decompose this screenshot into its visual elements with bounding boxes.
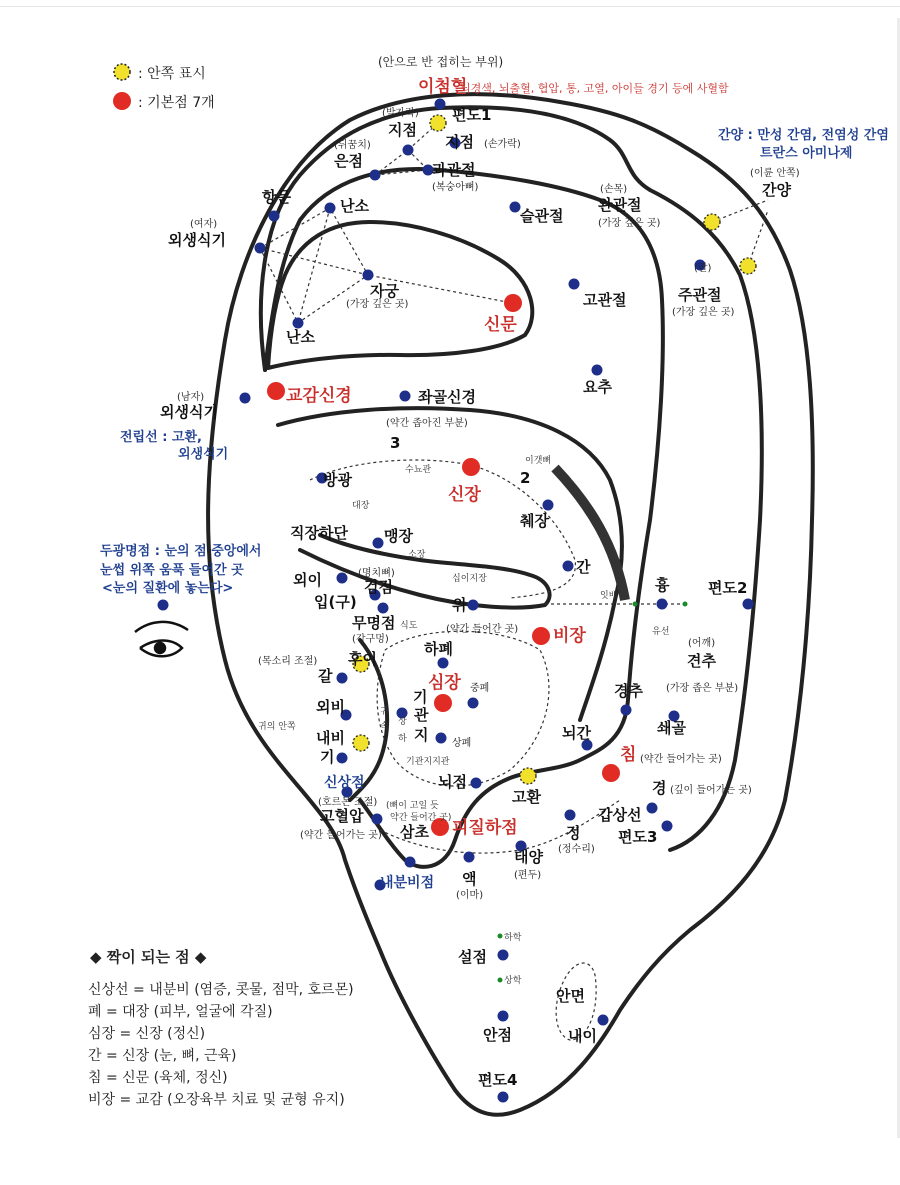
inner-point-dot <box>353 735 369 751</box>
label-naebi: 내비 <box>316 729 345 747</box>
label-hangmun: 항문 <box>262 188 291 206</box>
label-hapye: 하폐 <box>424 640 453 658</box>
label-ijeomhyeol-note: 뇌경색, 뇌출혈, 협압, 통, 고열, 아이들 경기 등에 사혈함 <box>460 82 729 95</box>
inner-point-dot <box>520 768 536 784</box>
label-anmyeon: 안면 <box>556 987 585 1005</box>
label-taeyang: 태양 <box>514 848 543 866</box>
label-bijang: 비장 <box>553 626 586 646</box>
label-pyeondo2: 편도2 <box>708 579 748 597</box>
label-pyeondo1: 편도1 <box>452 106 492 124</box>
line-marker-dot <box>633 602 638 607</box>
label-gigwanjiji: 기관지지관 <box>406 757 450 767</box>
label-gyogamsingyeong: 교감신경 <box>286 386 352 406</box>
label-pyeondo3: 편도3 <box>618 828 658 846</box>
acupoint-dot <box>498 1092 509 1103</box>
basic-point-dot <box>434 694 452 712</box>
acupoint-dot <box>464 852 475 863</box>
legend-inner-marker <box>114 64 130 80</box>
acupoint-dot <box>565 810 576 821</box>
label-eunjeom: 은점 <box>334 152 363 170</box>
acupoint-dot <box>378 603 389 614</box>
acupoint-dot <box>255 243 266 254</box>
label-boksungabyeo: (복숭아뼈) <box>432 182 479 193</box>
label-wangwanjeol: 완관절 <box>598 196 642 214</box>
label-jeong: 정 <box>566 824 581 842</box>
label-ganyang: 간양 <box>762 181 791 199</box>
acupoint-dot <box>510 202 521 213</box>
label-seulgwanjeol: 슬관절 <box>520 207 564 225</box>
label-sinjang-kidney: 신장 <box>448 485 481 505</box>
eye-pupil <box>155 643 165 653</box>
pair-item: 비장 = 교감 (오장육부 치료 및 균형 유지) <box>88 1092 345 1108</box>
label-samcho: 삼초 <box>400 823 429 841</box>
acupoint-dot <box>370 170 381 181</box>
acupoint-dot <box>657 599 668 610</box>
legend-inner-label: : 안쪽 표시 <box>138 66 206 82</box>
label-ireum-ancheok: (이륜 안쪽) <box>750 168 800 179</box>
label-wi: 위 <box>452 596 467 614</box>
label-jeollipseon-sub: 외생식기 <box>178 447 229 462</box>
label-gyeong-note: (깊이 들어가는 곳) <box>670 785 752 796</box>
label-jwagol-note: (약간 좁아진 부분) <box>386 418 468 429</box>
small-marker-dot <box>498 934 503 939</box>
label-horeumon: (호르몬 조절) <box>318 797 378 808</box>
label-hyung: 흉 <box>655 576 670 594</box>
label-sikdo: 식도 <box>400 621 418 631</box>
acupoint-dot <box>435 99 446 110</box>
label-jugwanjeol-note: (가장 깊은 곳) <box>672 307 735 318</box>
acupoint-dot <box>498 950 509 961</box>
acupoint-dot <box>158 600 169 611</box>
basic-point-dot <box>602 764 620 782</box>
label-naei: 내이 <box>568 1027 597 1045</box>
basic-point-dot <box>504 294 522 312</box>
label-yochu: 요추 <box>583 378 612 396</box>
label-songarak: (손가락) <box>484 139 521 150</box>
label-jungpye: 중폐 <box>470 683 490 694</box>
acupoint-dot <box>598 1015 609 1026</box>
label-ganyang-title: 간양 : 만성 간염, 전염성 간염 <box>718 128 889 143</box>
label-ijeomhyeol: 이첨혈 <box>418 77 468 97</box>
pair-item: 심장 = 신장 (정신) <box>88 1026 206 1042</box>
label-gogwanjeol: 고관절 <box>583 291 627 309</box>
eye-drawing <box>135 622 188 656</box>
label-pyeondu: (편두) <box>514 870 542 881</box>
label-simjang: 심장 <box>428 673 461 693</box>
label-num3: 3 <box>390 434 401 452</box>
label-noejeom: 뇌점 <box>438 773 467 791</box>
label-gi: 기 <box>413 688 428 706</box>
label-oei: 외이 <box>293 571 322 589</box>
basic-point-dot <box>462 458 480 476</box>
label-oebi: 외비 <box>316 698 345 716</box>
label-wangwanjeol-note: (가장 깊은 곳) <box>598 218 661 229</box>
acupoint-dot <box>647 803 658 814</box>
inner-point-dot <box>704 214 720 230</box>
line-marker-dot <box>683 602 688 607</box>
label-gohwan: 고환 <box>512 788 541 806</box>
label-ganyang-sub: 트란스 아미나제 <box>760 146 853 161</box>
label-gan: 간 <box>576 558 591 576</box>
label-jijeom-foot: 지점 <box>388 121 417 139</box>
pair-item: 폐 = 대장 (피부, 얼굴에 각질) <box>88 1004 273 1020</box>
label-mumyeongjeom: 무명점 <box>352 614 396 632</box>
label-sunogwan: 수뇨관 <box>405 465 432 475</box>
pair-item: 침 = 신문 (육체, 정신) <box>88 1070 228 1086</box>
label-oesaengsikgi-f: 외생식기 <box>168 231 226 249</box>
label-sanghak: 상학 <box>504 976 522 986</box>
label-chwejang: 췌장 <box>520 512 549 530</box>
legend-basic-marker <box>113 92 131 110</box>
legend <box>113 64 215 111</box>
label-sojang: 소장 <box>408 550 426 560</box>
label-jwagolsingyeong: 좌골신경 <box>418 388 476 406</box>
label-gyeonchu: 견추 <box>687 652 716 670</box>
label-gapsangseon: 갑상선 <box>598 806 642 824</box>
label-swaegol: 쇄골 <box>657 719 686 737</box>
acupoint-dot <box>438 658 449 669</box>
label-anjeom: 안점 <box>483 1026 512 1044</box>
acupoint-dot <box>563 561 574 572</box>
label-ikkotbyeo: 이갯뼈 <box>525 456 552 466</box>
label-imma: (이마) <box>456 890 484 901</box>
label-noegan: 뇌간 <box>562 724 591 742</box>
label-gi2: 기 <box>320 748 335 766</box>
basic-point-dot <box>267 382 285 400</box>
label-gyeonchu-note: (가장 좁은 부분) <box>666 683 739 694</box>
acupoint-dot <box>436 733 447 744</box>
acupoint-dot <box>468 600 479 611</box>
legend-basic-label: : 기본점 7개 <box>138 95 215 111</box>
triangular-fossa-line <box>268 222 532 368</box>
acupoint-dot <box>498 1011 509 1022</box>
label-jugwanjeol: 주관절 <box>678 286 722 304</box>
label-ha: 하 <box>398 734 407 744</box>
label-jagung-note: (가장 깊은 곳) <box>346 299 409 310</box>
label-ji: 지 <box>414 726 429 744</box>
label-gal: 갈 <box>318 667 333 685</box>
label-chim: 침 <box>620 745 637 765</box>
label-sibijijang: 십이지장 <box>452 574 487 584</box>
label-oesaengsikgi-m: 외생식기 <box>160 403 218 421</box>
label-jeongsuri: (정수리) <box>558 844 595 855</box>
acupoint-dot <box>468 698 479 709</box>
label-dugwang-title: 두광명점 : 눈의 점 중앙에서 <box>100 544 262 559</box>
top-note: (안으로 반 접히는 부위) <box>378 55 504 69</box>
acupoint-dot <box>569 279 580 290</box>
label-gwi: 귀 <box>380 707 389 717</box>
label-maengjang: 맹장 <box>384 527 413 545</box>
label-daejang: 대장 <box>352 501 370 511</box>
basic-point-dot <box>532 627 550 645</box>
label-chim-note: (약간 들어가는 곳) <box>640 754 722 765</box>
label-namja: (남자) <box>177 392 205 403</box>
label-hahak: 하학 <box>504 933 522 943</box>
acupoint-dot <box>373 538 384 549</box>
label-pyeondo4: 편도4 <box>478 1071 518 1089</box>
acupoint-dot <box>325 203 336 214</box>
acupoint-dot <box>543 500 554 511</box>
acupoint-dot <box>662 821 673 832</box>
label-jikjanghadan: 직장하단 <box>290 524 348 542</box>
label-gyeongchu: 경추 <box>614 682 643 700</box>
label-sinmun: 신문 <box>484 315 517 335</box>
acupoint-dot <box>337 753 348 764</box>
label-aek: 액 <box>462 870 477 888</box>
label-moksori: (목소리 조절) <box>258 656 318 667</box>
label-gohyeorap: 고혈압 <box>320 807 364 825</box>
label-sonmok: (손목) <box>600 184 628 195</box>
pair-item: 신상선 = 내분비 (염증, 콧물, 점막, 호르몬) <box>88 982 354 998</box>
label-nanso-bottom: 난소 <box>286 328 315 346</box>
acupoint-dot <box>403 145 414 156</box>
small-marker-dot <box>498 978 503 983</box>
acupoint-dot <box>269 211 280 222</box>
acupoint-dot <box>592 365 603 376</box>
inner-point-dot <box>740 258 756 274</box>
label-nanso-top: 난소 <box>340 197 369 215</box>
label-yeoja: (여자) <box>190 219 218 230</box>
acupoint-dot <box>240 393 251 404</box>
label-ipgu: 입(구) <box>314 593 357 611</box>
label-sok: 속 <box>380 722 389 732</box>
label-goi-note: (뼈이 고일 듯 <box>386 801 439 811</box>
label-jagung: 자궁 <box>370 282 399 300</box>
label-sang: 상 <box>398 717 407 727</box>
eyebrow <box>135 622 188 632</box>
label-pijilhajeom: 피질하점 <box>452 818 518 838</box>
label-gwan: 관 <box>414 706 429 724</box>
acupoint-dot <box>471 778 482 789</box>
label-eokkae: (어깨) <box>688 638 716 649</box>
inner-point-dot <box>430 115 446 131</box>
acupoint-dot <box>405 857 416 868</box>
label-gakgumyeong: (각구멍) <box>352 634 389 645</box>
label-goi-note2: 약간 들어간 곳) <box>390 813 452 823</box>
label-dwikkumchi: (뒤꿈치) <box>334 140 371 151</box>
acupoint-dot <box>337 573 348 584</box>
label-hui: 후이 <box>348 650 377 668</box>
acupoint-dot <box>400 391 411 402</box>
acupoint-dot <box>372 814 383 825</box>
label-gwagwanjeol: 과관절 <box>432 161 476 179</box>
label-pal: (팔) <box>694 263 712 274</box>
connector-lines <box>260 123 768 1040</box>
label-dugwang-sub2: <눈의 질환에 놓는다> <box>102 581 234 596</box>
label-sinsangjeom: 신상점 <box>324 775 365 791</box>
label-sangpye: 상폐 <box>452 738 472 749</box>
label-balgarak: (발가락) <box>382 108 419 119</box>
label-etbae: 잇배 <box>600 591 618 601</box>
label-gohyeorap-note: (약간 들어가는 곳) <box>300 830 382 841</box>
label-gwiui-anchok: 귀의 안쪽 <box>258 722 296 732</box>
label-jijeom-hand: 지점 <box>445 133 474 151</box>
pairs-title: ◆ 짝이 되는 점 ◆ <box>90 948 207 966</box>
label-myeongchibyeo: (명치뼈) <box>358 568 395 579</box>
label-wi-note: (약간 들어간 곳) <box>446 624 519 635</box>
acupoint-dot <box>337 673 348 684</box>
label-naebunbijeom: 내분비점 <box>380 875 435 891</box>
label-dugwang-sub: 눈썹 위쪽 움푹 들어간 곳 <box>100 563 244 578</box>
label-gyeong: 경 <box>652 779 667 797</box>
acupoint-dot <box>621 705 632 716</box>
acupoint-dot <box>293 318 304 329</box>
label-num2: 2 <box>520 469 531 487</box>
label-seoljeom: 설점 <box>458 948 487 966</box>
label-banggwang: 방광 <box>323 471 352 489</box>
pair-item: 간 = 신장 (눈, 뼈, 근육) <box>88 1048 237 1064</box>
label-geomjeom: 검점 <box>364 578 393 596</box>
label-jeollipseon: 전립선 : 고환, <box>120 430 202 445</box>
acupoint-dot <box>363 270 374 281</box>
ear-outlines <box>208 94 813 1115</box>
acupoint-dot <box>743 599 754 610</box>
label-yuseon: 유선 <box>652 627 670 637</box>
pairs-block <box>88 948 354 1108</box>
